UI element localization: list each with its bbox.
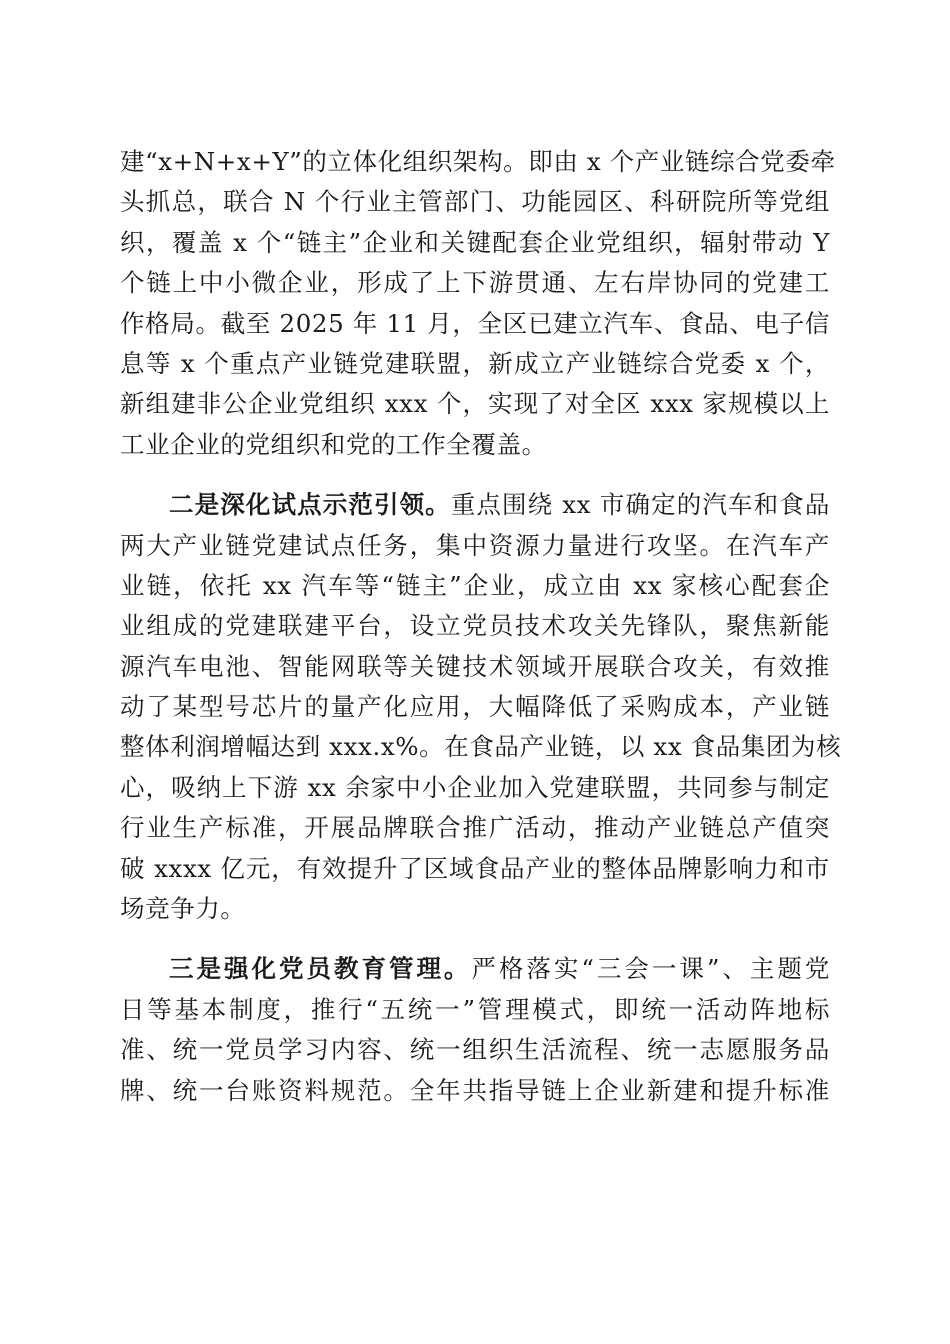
text-line: 工业企业的党组织和党的工作全覆盖。 [120,429,547,459]
text-line: 业链，依托 xx 汽车等“链主”企业，成立由 xx 家核心配套企 [120,570,830,600]
paragraph-2 [120,485,842,929]
text-span: 严格落实“三会一课”、主题党 [471,954,830,984]
text-line: 源汽车电池、智能网联等关键技术领域开展联合攻关，有效推 [120,651,830,681]
text-line [120,949,830,989]
paragraph-heading: 三是强化党员教育管理。 [169,954,472,984]
text-line [120,485,830,525]
text-line: 头抓总，联合 N 个行业主管部门、功能园区、科研院所等党组 [120,187,830,217]
paragraph-1 [120,142,836,465]
text-line: 场竞争力。 [120,894,246,924]
text-line: 作格局。截至 2025 年 11 月，全区已建立汽车、食品、电子信 [120,308,830,338]
text-line: 破 xxxx 亿元，有效提升了区域食品产业的整体品牌影响力和市 [120,853,830,883]
text-line: 牌、统一台账资料规范。全年共指导链上企业新建和提升标准 [120,1075,830,1105]
text-line: 息等 x 个重点产业链党建联盟，新成立产业链综合党委 x 个， [120,348,830,378]
text-line: 准、统一党员学习内容、统一组织生活流程、统一志愿服务品 [120,1035,830,1065]
text-line: 业组成的党建联建平台，设立党员技术攻关先锋队，聚焦新能 [120,611,830,641]
text-line: 个链上中小微企业，形成了上下游贯通、左右岸协同的党建工 [120,268,830,298]
text-line: 心，吸纳上下游 xx 余家中小企业加入党建联盟，共同参与制定 [120,772,830,802]
paragraph-heading: 二是深化试点示范引领。 [169,490,451,520]
document-body [120,142,842,1111]
text-line: 动了某型号芯片的量产化应用，大幅降低了采购成本，产业链 [120,692,830,722]
text-line: 整体利润增幅达到 xxx.x%。在食品产业链，以 xx 食品集团为核 [120,732,842,762]
text-span: 重点围绕 xx 市确定的汽车和食品 [450,490,830,520]
text-line: 日等基本制度，推行“五统一”管理模式，即统一活动阵地标 [120,994,830,1024]
text-line: 两大产业链党建试点任务，集中资源力量进行攻坚。在汽车产 [120,530,830,560]
text-line: 建“x+N+x+Y”的立体化组织架构。即由 x 个产业链综合党委牵 [120,147,836,176]
text-line: 织，覆盖 x 个“链主”企业和关键配套企业党组织，辐射带动 Y [120,227,830,257]
text-line: 行业生产标准，开展品牌联合推广活动，推动产业链总产值突 [120,813,830,843]
paragraph-3 [120,949,830,1111]
text-line: 新组建非公企业党组织 xxx 个，实现了对全区 xxx 家规模以上 [120,389,830,419]
